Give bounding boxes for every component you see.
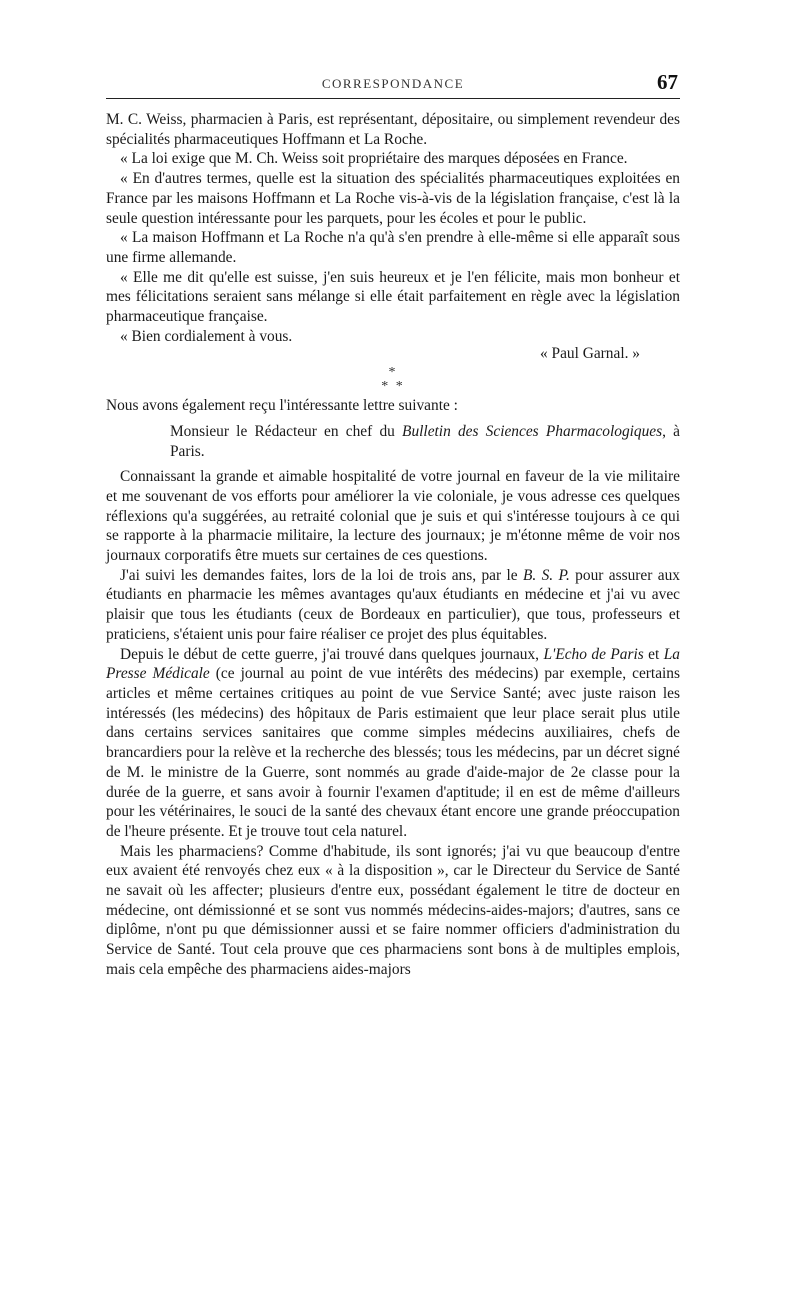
paragraph-pharmacists: Mais les pharmaciens? Comme d'habitude, ils sont ignorés; j'ai vu que beaucoup d'entre eux avaient été renvoyés chez eux « à la disposition », car le Directeur du Service de Santé ne savait où les affecter; plusieurs d'entre eux, possédant également le titre de docteur en médecine, ont démissionné et se sont vus nommés médecins-aides-majors; d'autres, sans ce diplôme, n'ont pu que démissionner aussi et se faire nommer officiers d'administration du Service de Santé. Tout cela prouve que ces pharmaciens sont bons à de multiples emplois, mais cela empêche des pharmaciens aides-majors — [106, 842, 680, 978]
paragraph-law: « La loi exige que M. Ch. Weiss soit propriétaire des marques déposées en France. — [120, 150, 628, 168]
body-text — [106, 110, 680, 980]
paragraph-closing: « Bien cordialement à vous. — [120, 327, 293, 345]
paragraph-intro: Nous avons également reçu l'intéressante lettre suivante : — [106, 397, 458, 415]
paragraph-students — [106, 566, 680, 645]
page-number: 67 — [657, 70, 678, 94]
addressee — [106, 422, 680, 461]
addressee-suffix: , à Paris. — [170, 422, 680, 460]
journal-presse: La Presse Médicale — [106, 645, 680, 683]
students-text-a: J'ai suivi les demandes faites, lors de la loi de trois ans, par le — [120, 566, 523, 584]
war-text-c: (ce journal au point de vue intérêts des médecins) par exemple, certains articles et même certaines critiques au point de vue Service Santé; avec juste raison les intéressés (les médecins) des hôpitaux de Paris estimaient que leur place serait plus utile dans certains services sanitaires que comme simples médecins auxiliaires, chefs de brancardiers pour la relève et la recherche des blessés; tous les médecins, par un décret signé de M. le ministre de la Guerre, sont nommés au grade d'aide-major de 2e classe pour la durée de la guerre, et sans avoir à fournir l'examen d'aptitude; il en est de même d'ailleurs pour les vétérinaires, le souci de la santé des chevaux étant encore une grande préoccupation de l'heure présente. Et je trouve tout cela naturel. — [106, 665, 680, 840]
addressee-journal: Bulletin des Sciences Pharmacologiques — [402, 422, 663, 440]
paragraph-weiss: M. C. Weiss, pharmacien à Paris, est représentant, dépositaire, ou simplement revendeur des spécialités pharmaceutiques Hoffmann et La Roche. — [106, 111, 680, 148]
war-text-b: et — [643, 645, 664, 663]
paragraph-swiss: « Elle me dit qu'elle est suisse, j'en suis heureux et je l'en félicite, mais mon bonheur et mes félicitations seraient sans mélange si elle était parfaitement en règle avec la législation pharmaceutique française. — [106, 268, 680, 326]
bsp-abbrev: B. S. P. — [522, 566, 570, 584]
separator-bottom-stars: * * — [381, 379, 405, 395]
running-title: CORRESPONDANCE — [321, 76, 465, 91]
war-text-a: Depuis le début de cette guerre, j'ai trouvé dans quelques journaux, — [120, 645, 544, 663]
students-text-b: pour assurer aux étudiants en pharmacie les mêmes avantages qu'aux étudiants en médecine et j'ai vu avec plaisir que tous les étudiants (ceux de Bordeaux en particulier), que tous, professeurs et praticiens, s'étaient unis pour faire réaliser ce projet des plus équitables. — [106, 566, 680, 643]
paragraph-situation: « En d'autres termes, quelle est la situation des spécialités pharmaceutiques exploitées en France par les maisons Hoffmann et La Roche vis-à-vis de la législation française, c'est là la seule question intéressante pour les parquets, pour les écoles et pour le public. — [106, 170, 680, 227]
paragraph-hospitality: Connaissant la grande et aimable hospitalité de votre journal en faveur de la vie militaire et me souvenant de vos efforts pour améliorer la vie coloniale, je vous adresse ces quelques réflexions qu'a suggérées, au retraité colonial que je suis et qui s'intéresse toujours à ce qui se rapporte à la pharmacie militaire, la lecture des journaux; je m'étonne même de voir nos journaux corporatifs être muets sur certaines de ces questions. — [106, 468, 680, 565]
separator-top-star: * — [388, 365, 398, 381]
paragraph-war — [106, 645, 680, 842]
paragraph-firm: « La maison Hoffmann et La Roche n'a qu'à s'en prendre à elle-même si elle apparaît sous une firme allemande. — [106, 229, 680, 266]
section-separator — [106, 366, 680, 396]
journal-echo: L'Echo de Paris — [543, 645, 644, 663]
signature: « Paul Garnal. » — [539, 345, 640, 363]
addressee-prefix: Monsieur le Rédacteur en chef du — [170, 422, 403, 440]
document-page — [106, 70, 680, 980]
running-head — [106, 70, 680, 99]
